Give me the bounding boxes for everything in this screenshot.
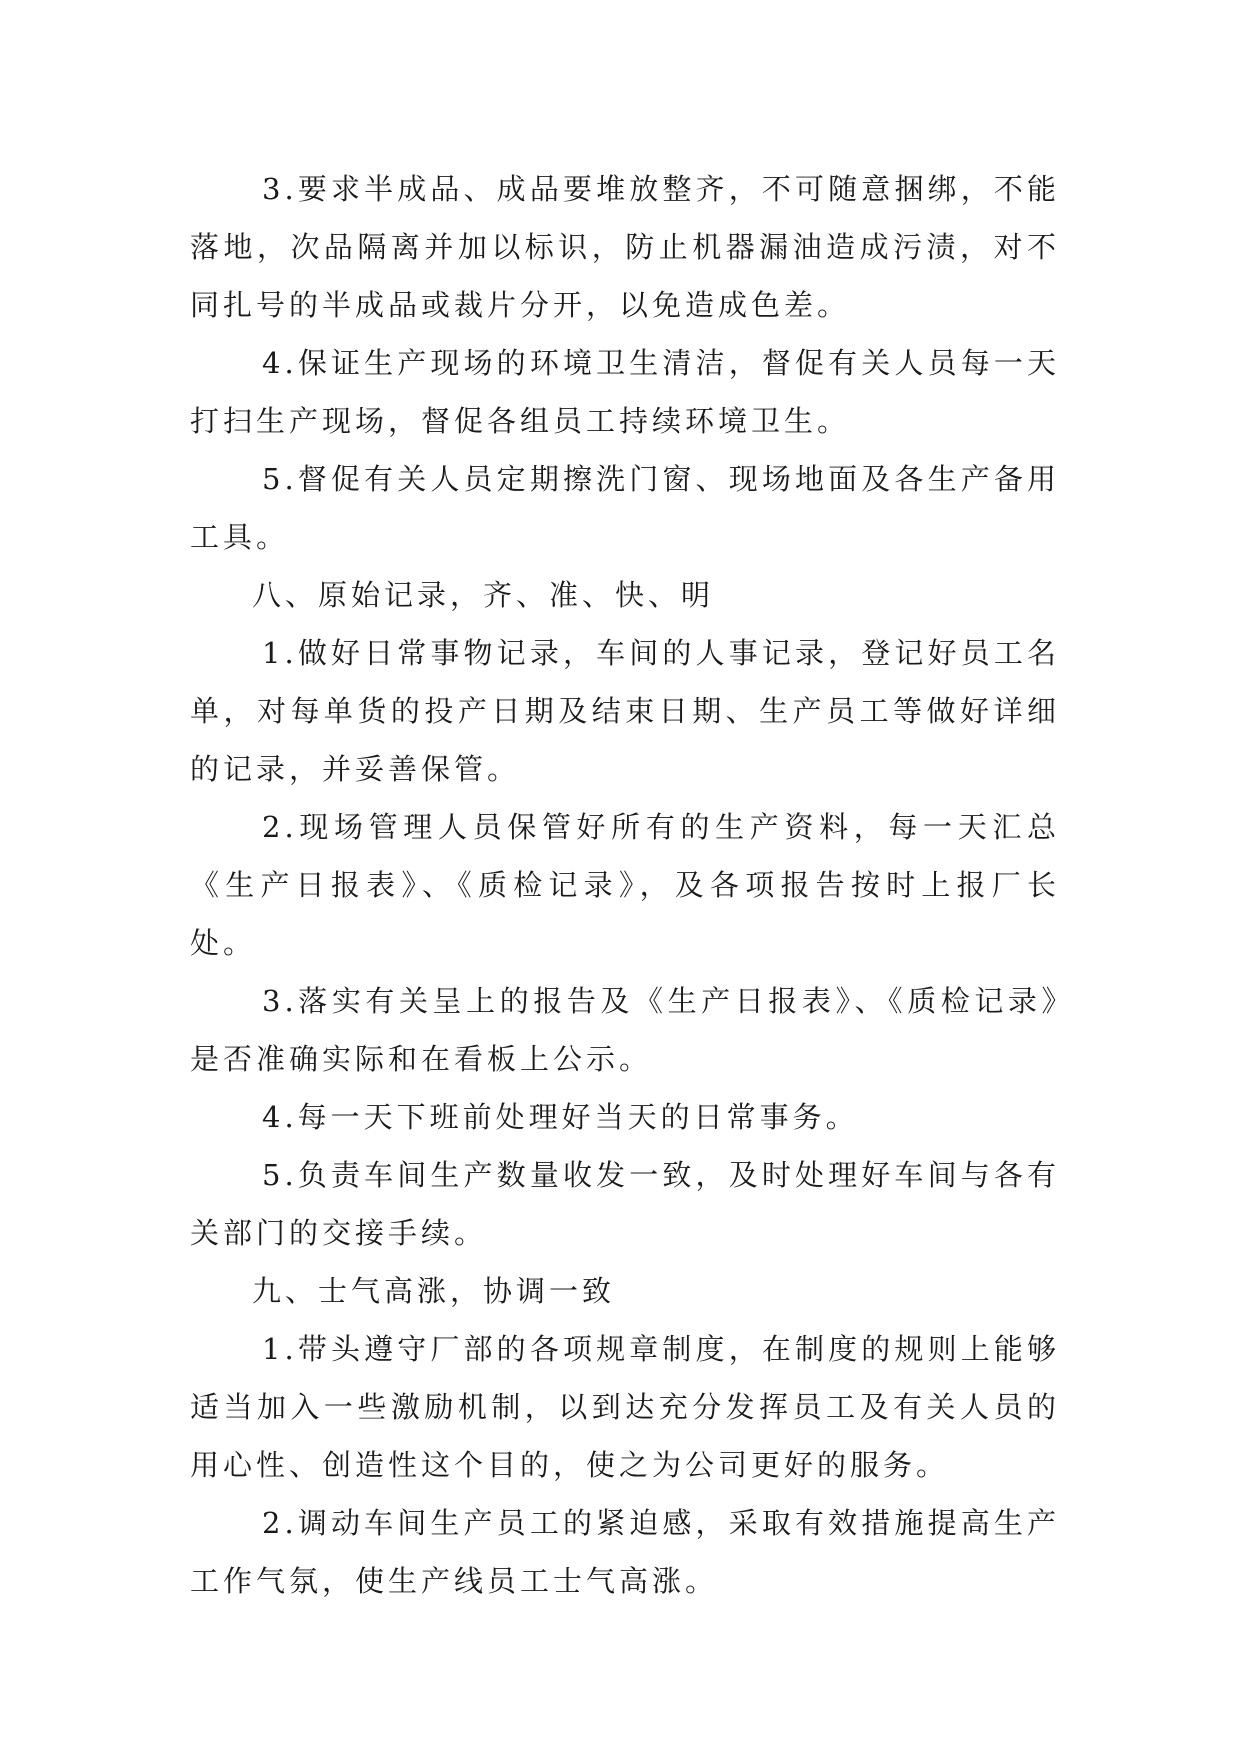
section-heading-9: 九、士气高涨，协调一致: [252, 1274, 616, 1308]
paragraph-item-5-cleaning: 5.督促有关人员定期擦洗门窗、现场地面及各生产备用工具。: [190, 462, 1060, 554]
paragraph-item-2-morale: 2.调动车间生产员工的紧迫感，采取有效措施提高生产工作气氛，使生产线员工士气高涨。: [190, 1506, 1060, 1598]
section-heading-8: 八、原始记录，齐、准、快、明: [252, 578, 715, 612]
paragraph-item-5-handover: 5.负责车间生产数量收发一致，及时处理好车间与各有关部门的交接手续。: [190, 1158, 1060, 1250]
paragraph-item-3-stacking: 3.要求半成品、成品要堆放整齐，不可随意捆绑，不能落地，次品隔离并加以标识，防止机器漏油造成污渍，对不同扎号的半成品或裁片分开，以免造成色差。: [190, 172, 1060, 322]
paragraph-item-3-verification: 3.落实有关呈上的报告及《生产日报表》、《质检记录》是否准确实际和在看板上公示。: [190, 984, 1060, 1076]
paragraph-item-1-records: 1.做好日常事物记录，车间的人事记录，登记好员工名单，对每单货的投产日期及结束日期、生产员工等做好详细的记录，并妥善保管。: [190, 636, 1060, 786]
document-body: [190, 160, 1060, 1610]
paragraph-item-2-reports: 2.现场管理人员保管好所有的生产资料，每一天汇总《生产日报表》、《质检记录》，及各项报告按时上报厂长处。: [190, 810, 1060, 960]
paragraph-item-4-daily-affairs: 4.每一天下班前处理好当天的日常事务。: [262, 1100, 859, 1134]
paragraph-item-4-hygiene: 4.保证生产现场的环境卫生清洁，督促有关人员每一天打扫生产现场，督促各组员工持续环境卫生。: [190, 346, 1060, 438]
paragraph-item-1-regulations: 1.带头遵守厂部的各项规章制度，在制度的规则上能够适当加入一些激励机制，以到达充分发挥员工及有关人员的用心性、创造性这个目的，使之为公司更好的服务。: [190, 1332, 1060, 1482]
